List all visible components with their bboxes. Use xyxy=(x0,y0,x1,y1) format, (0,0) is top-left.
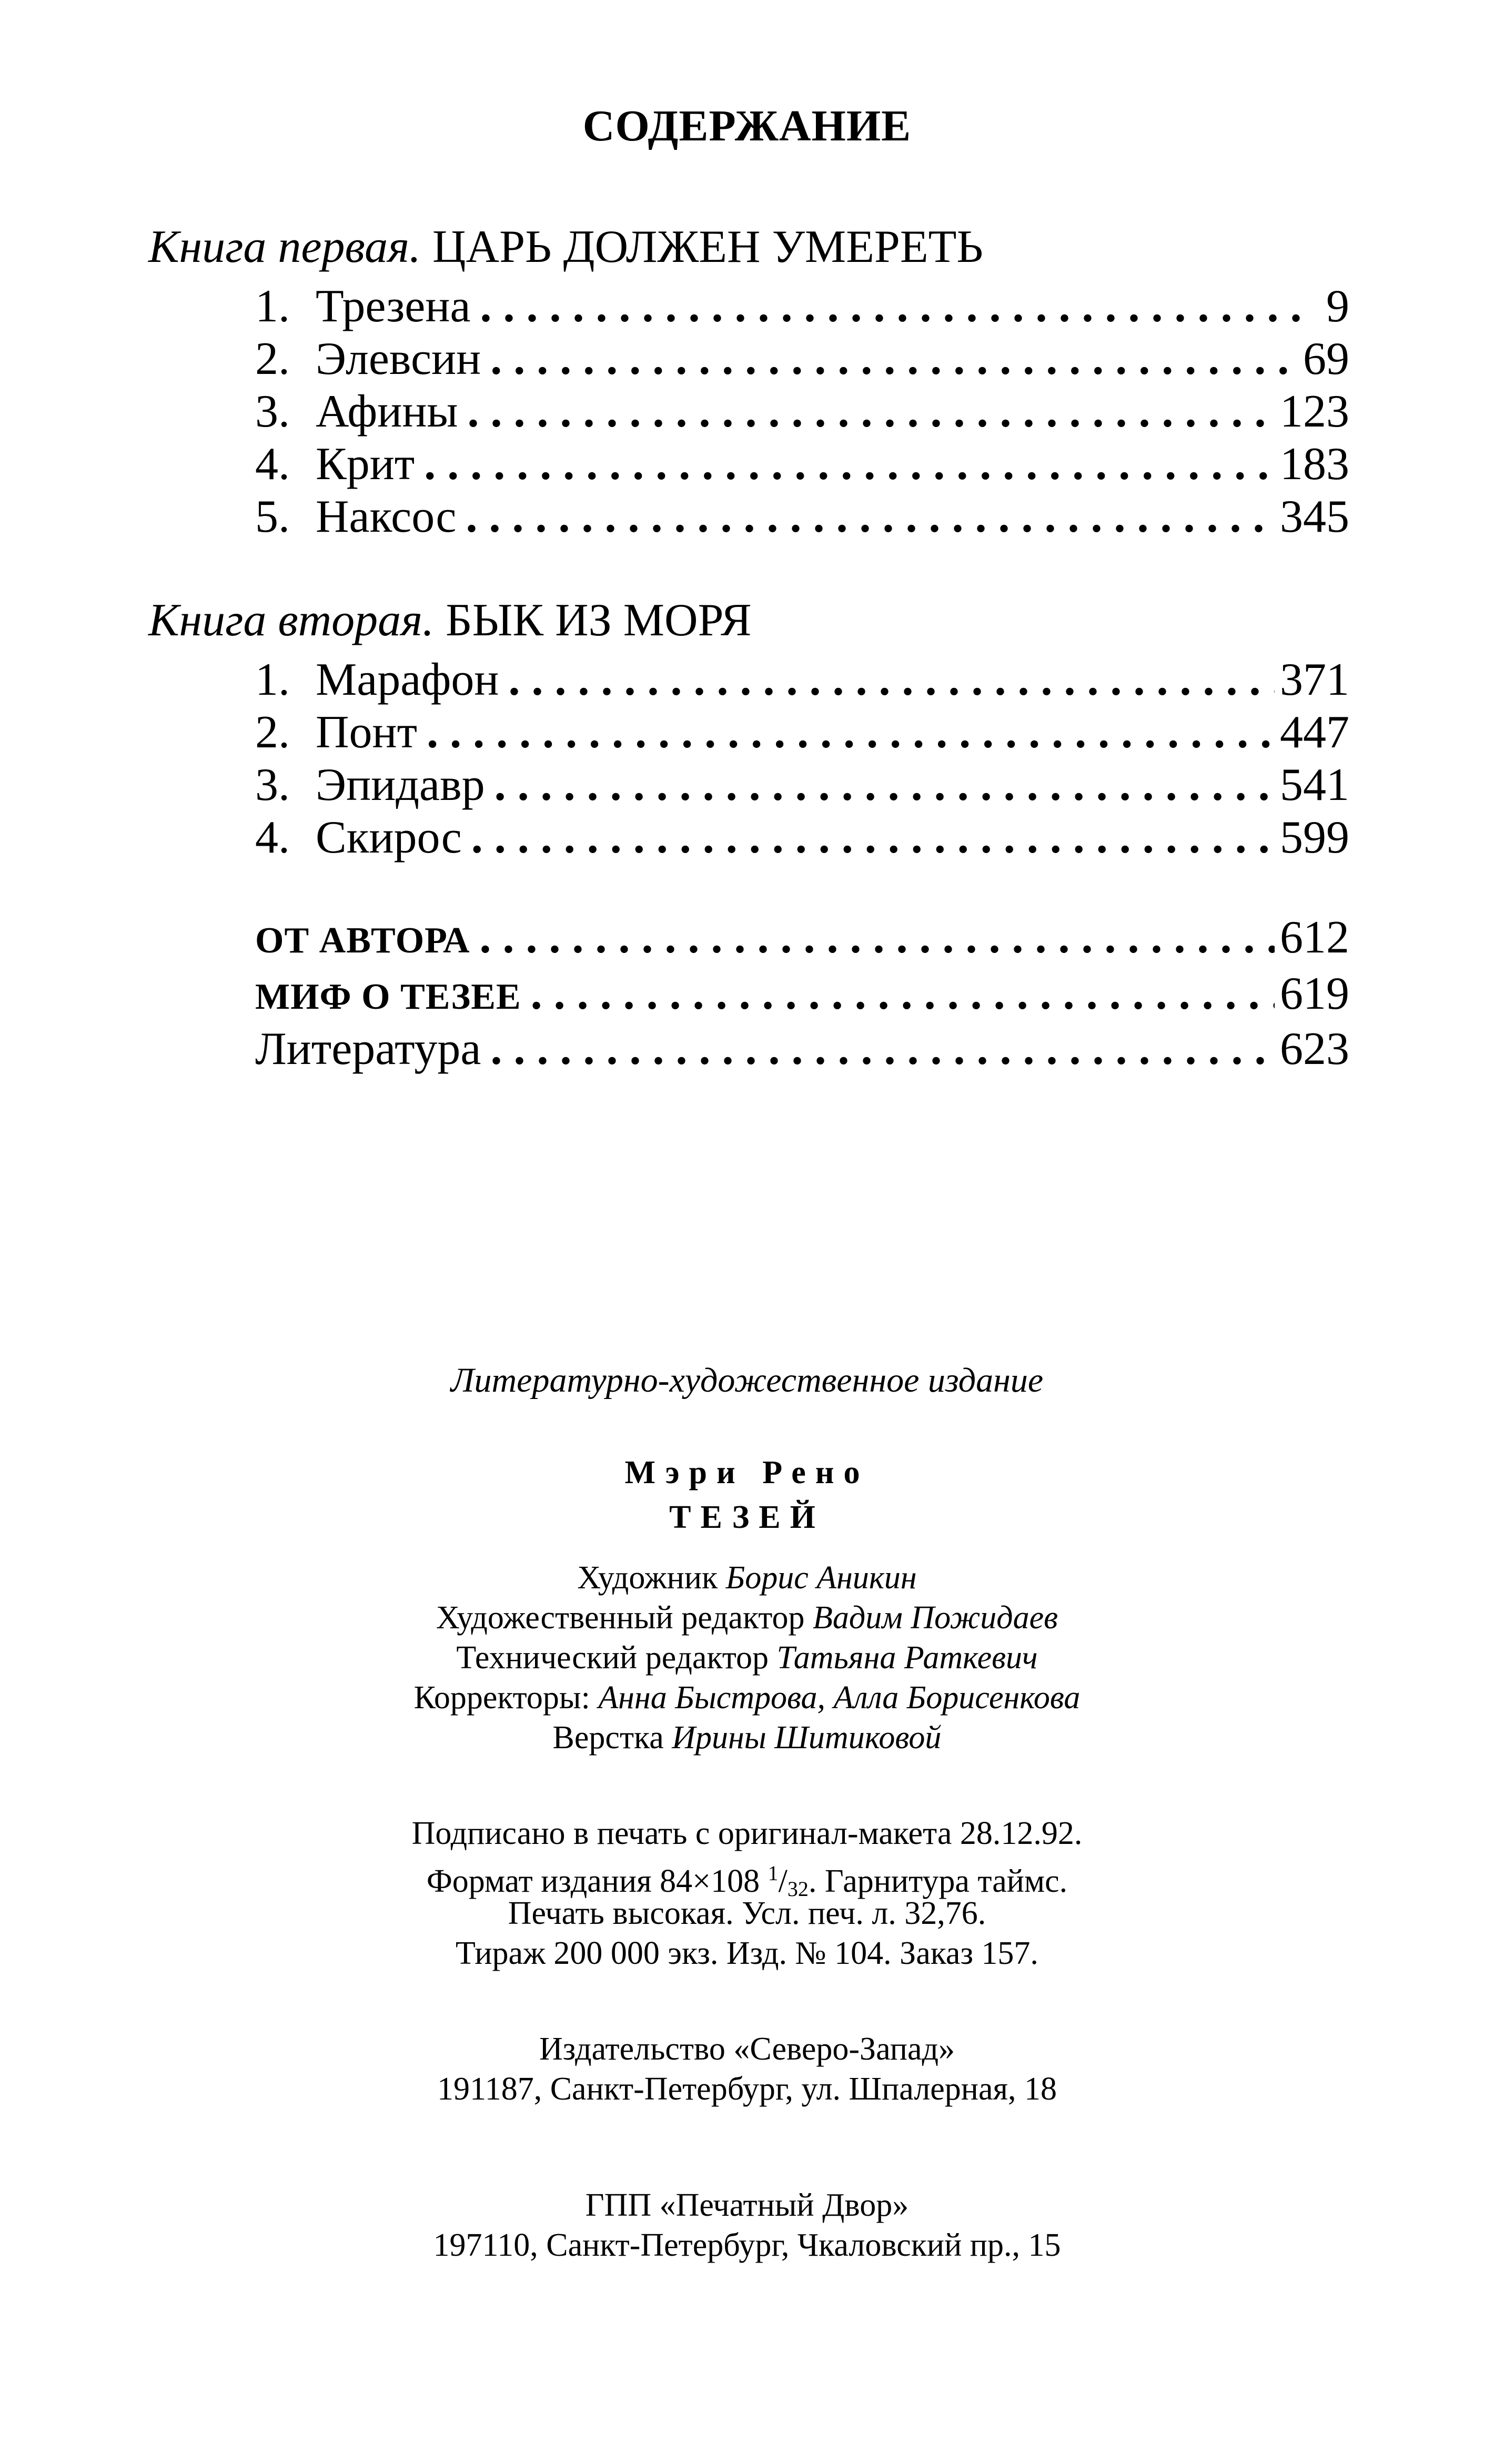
toc-entry-afterword[interactable] xyxy=(255,911,1349,967)
toc-entry[interactable] xyxy=(255,759,1349,812)
entry-title: МИФ О ТЕЗЕЕ xyxy=(255,977,521,1017)
entry-title: Литература xyxy=(255,1023,481,1074)
chapter-number: 1. xyxy=(255,281,290,332)
toc-heading: СОДЕРЖАНИЕ xyxy=(582,102,912,150)
book-one-title xyxy=(148,218,983,276)
page-number: 69 xyxy=(1303,333,1349,384)
credit-person: Татьяна Раткевич xyxy=(776,1640,1038,1676)
chapter-title: Эпидавр xyxy=(316,759,485,810)
leader-dots xyxy=(480,280,1313,333)
chapter-number: 4. xyxy=(255,439,290,490)
page-number: 183 xyxy=(1280,439,1349,490)
book-title: ТЕЗЕЙ xyxy=(669,1499,825,1535)
credit-line xyxy=(0,1718,1494,1758)
credit-person: Анна Быстрова, Алла Борисенкова xyxy=(598,1680,1081,1716)
leader-dots xyxy=(494,759,1275,812)
credit-person: Борис Аникин xyxy=(725,1560,917,1596)
credit-line xyxy=(0,1638,1494,1678)
toc-entry[interactable] xyxy=(255,706,1349,759)
toc-entry[interactable] xyxy=(255,812,1349,864)
page-number: 371 xyxy=(1280,654,1349,705)
page-number: 623 xyxy=(1280,1023,1349,1074)
page-number: 447 xyxy=(1280,707,1349,758)
signed-to-print: Подписано в печать с оригинал-макета 28.12.92. xyxy=(411,1816,1083,1851)
toc-entry[interactable] xyxy=(255,386,1349,438)
page-number: 123 xyxy=(1280,386,1349,437)
credit-role: Технический редактор xyxy=(456,1640,769,1676)
chapter-number: 5. xyxy=(255,491,290,542)
book-one-name: ЦАРЬ ДОЛЖЕН УМЕРЕТЬ xyxy=(432,221,983,272)
leader-dots xyxy=(468,386,1275,438)
format-line: Формат издания 84×108 $^1/_{32}$. Гарнитура таймс. xyxy=(426,1861,1068,1901)
chapter-title: Марафон xyxy=(316,654,499,705)
credit-person: Ирины Шитиковой xyxy=(672,1720,942,1756)
credit-role: Верстка xyxy=(552,1720,664,1756)
format-prefix: Формат издания 84×108 xyxy=(426,1863,760,1899)
publisher-address: 191187, Санкт-Петербург, ул. Шпалерная, 18 xyxy=(437,2071,1057,2107)
print-run-line: Тираж 200 000 экз. Изд. № 104. Заказ 157. xyxy=(456,1935,1038,1971)
page-number: 541 xyxy=(1280,759,1349,810)
chapter-title: Афины xyxy=(316,386,458,437)
chapter-number: 2. xyxy=(255,707,290,758)
credit-line xyxy=(0,1598,1494,1638)
page-number: 345 xyxy=(1280,491,1349,542)
credit-line xyxy=(0,1558,1494,1598)
chapter-title: Трезена xyxy=(316,281,471,332)
credit-role: Художник xyxy=(577,1560,718,1596)
format-suffix: . Гарнитура таймс. xyxy=(808,1863,1068,1899)
book-two-prefix: Книга вторая. xyxy=(148,595,435,646)
printer-name: ГПП «Печатный Двор» xyxy=(585,2187,909,2223)
toc-entry[interactable] xyxy=(255,438,1349,491)
chapter-number: 4. xyxy=(255,812,290,863)
book-one-prefix: Книга первая. xyxy=(148,221,421,272)
entry-title: ОТ АВТОРА xyxy=(255,920,470,961)
edition-type: Литературно-художественное издание xyxy=(450,1361,1044,1400)
credit-role: Художественный редактор xyxy=(436,1600,805,1636)
credit-person: Вадим Пожидаев xyxy=(813,1600,1058,1636)
leader-dots xyxy=(480,911,1275,964)
leader-dots xyxy=(424,438,1275,491)
page-number: 612 xyxy=(1280,912,1349,963)
toc-entry-myth[interactable] xyxy=(255,968,1349,1023)
format-fraction-top: 1 xyxy=(768,1861,779,1885)
credit-line xyxy=(0,1678,1494,1718)
leader-dots xyxy=(427,706,1275,759)
chapter-number: 1. xyxy=(255,654,290,705)
chapter-number: 3. xyxy=(255,386,290,437)
printing-line: Печать высокая. Усл. печ. л. 32,76. xyxy=(508,1895,986,1931)
page-number: 619 xyxy=(1280,968,1349,1019)
leader-dots xyxy=(490,333,1298,386)
chapter-title: Элевсин xyxy=(316,333,481,384)
leader-dots xyxy=(508,654,1275,706)
leader-dots xyxy=(466,491,1275,543)
chapter-title: Скирос xyxy=(316,812,462,863)
chapter-title: Наксос xyxy=(316,491,457,542)
format-fraction-bottom: 32 xyxy=(787,1877,809,1901)
leader-dots xyxy=(471,812,1275,864)
leader-dots xyxy=(531,968,1275,1020)
book-two-title xyxy=(148,592,752,650)
chapter-title: Крит xyxy=(316,439,415,490)
chapter-title: Понт xyxy=(316,707,418,758)
book-author: Мэри Рено xyxy=(624,1455,870,1490)
toc-entry[interactable] xyxy=(255,654,1349,706)
chapter-number: 3. xyxy=(255,759,290,810)
toc-entry-literature[interactable] xyxy=(255,1023,1349,1076)
page-number: 599 xyxy=(1280,812,1349,863)
leader-dots xyxy=(490,1023,1275,1076)
printer-address: 197110, Санкт-Петербург, Чкаловский пр., 15 xyxy=(433,2227,1061,2263)
chapter-number: 2. xyxy=(255,333,290,384)
credit-role: Корректоры: xyxy=(413,1680,590,1716)
page-number: 9 xyxy=(1326,281,1349,332)
toc-entry[interactable] xyxy=(255,333,1349,386)
toc-entry[interactable] xyxy=(255,280,1349,333)
publisher-name: Издательство «Северо-Запад» xyxy=(539,2031,955,2067)
toc-entry[interactable] xyxy=(255,491,1349,543)
book-two-name: БЫК ИЗ МОРЯ xyxy=(446,595,752,646)
